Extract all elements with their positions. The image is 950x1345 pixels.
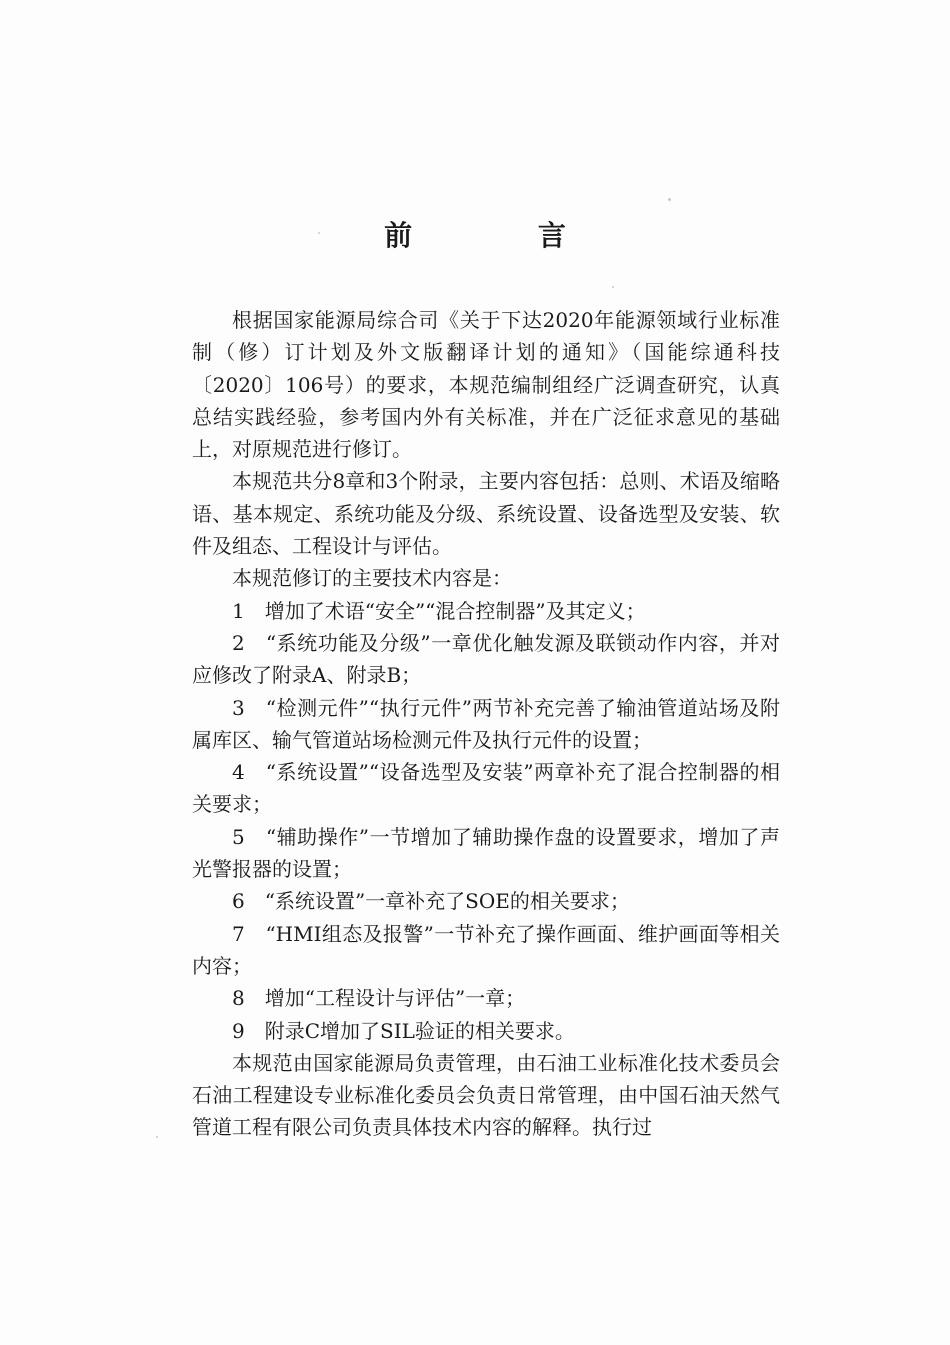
revision-item-8: 8 增加“工程设计与评估”一章； xyxy=(232,986,526,1011)
scan-speck xyxy=(612,286,614,288)
scan-speck xyxy=(668,198,671,201)
scan-speck xyxy=(156,1136,158,1138)
revision-item-7: 7 “HMI组态及报警”一节补充了操作画面、维护画面等相关内容； xyxy=(192,921,780,978)
preface-body xyxy=(192,304,780,1144)
paragraph-revision-intro: 本规范修订的主要技术内容是： xyxy=(232,566,512,591)
paragraph-management: 本规范由国家能源局负责管理，由石油工业标准化技术委员会石油工程建设专业标准化委员会负责日常管理，由中国石油天然气管道工程有限公司负责具体技术内容的解释。执行过 xyxy=(192,1050,780,1140)
revision-item-3: 3 “检测元件”“执行元件”两节补充完善了输油管道站场及附属库区、输气管道站场检测元件及执行元件的设置； xyxy=(192,695,780,752)
revision-item-4: 4 “系统设置”“设备选型及安装”两章补充了混合控制器的相关要求； xyxy=(192,760,780,817)
revision-item-2: 2 “系统功能及分级”一章优化触发源及联锁动作内容，并对应修改了附录A、附录B； xyxy=(192,630,780,688)
revision-item-6: 6 “系统设置”一章补充了SOE的相关要求； xyxy=(232,889,630,914)
page-title: 前 言 xyxy=(384,219,624,252)
scan-speck xyxy=(318,232,320,234)
revision-item-5: 5 “辅助操作”一节增加了辅助操作盘的设置要求，增加了声光警报器的设置； xyxy=(192,824,780,882)
paragraph-contents: 本规范共分8章和3个附录，主要内容包括：总则、术语及缩略语、基本规定、系统功能及分级、系统设置、设备选型及安装、软件及组态、工程设计与评估。 xyxy=(192,469,780,559)
paragraph-background: 根据国家能源局综合司《关于下达2020年能源领域行业标准制（修）订计划及外文版翻译计划的通知》（国能综通科技〔2020〕106号）的要求，本规范编制组经广泛调查研究，认真总结实践经验，参考国内外有关标准，并在广泛征求意见的基础上，对原规范进行修订。 xyxy=(192,308,780,462)
revision-item-9: 9 附录C增加了SIL验证的相关要求。 xyxy=(232,1018,575,1043)
revision-item-1: 1 增加了术语“安全”“混合控制器”及其定义； xyxy=(232,598,646,623)
